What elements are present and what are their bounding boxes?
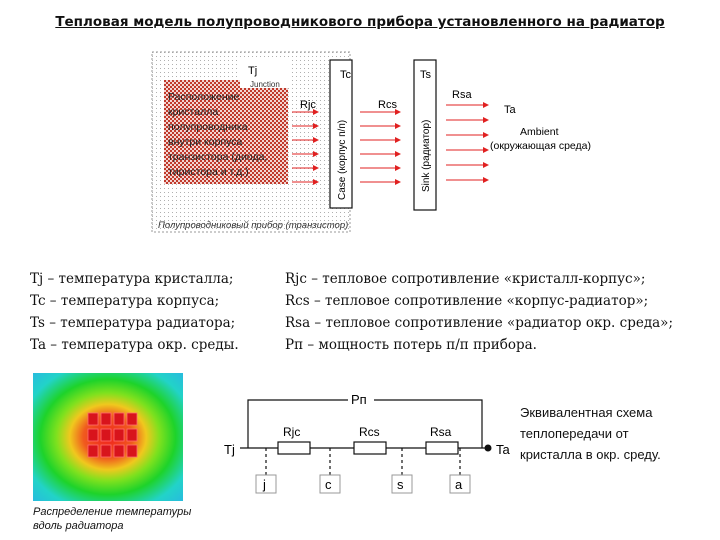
resistor-rjc [278, 442, 310, 454]
equivalent-circuit-caption: Эквивалентная схема теплопередачи от кристалла в окр. среду. [520, 405, 661, 462]
circuit-rsa-label: Rsa [430, 425, 452, 439]
page-title: Тепловая модель полупроводникового прибора установленного на радиатор [55, 14, 665, 30]
circuit-ta-label: Ta [496, 442, 510, 457]
circuit-tj-label: Tj [224, 442, 235, 457]
resistor-rcs [354, 442, 386, 454]
svg-text:транзистора (диода,: транзистора (диода, [168, 151, 268, 163]
legend-rsa: Rsa – тепловое сопротивление «радиатор окр. среда»; [285, 315, 673, 331]
svg-text:внутри корпуса: внутри корпуса [168, 136, 243, 148]
svg-text:кристалла: кристалла [168, 106, 219, 118]
circuit-rjc-label: Rjc [283, 425, 301, 439]
tc-label: Tc [340, 69, 351, 81]
node-c-label: c [325, 477, 332, 492]
legend-resistances [285, 268, 673, 356]
heatmap-image [33, 373, 183, 501]
rsa-label: Rsa [452, 89, 472, 101]
svg-text:тиристора и т.д.): тиристора и т.д.) [168, 166, 249, 178]
node-j-box [256, 475, 276, 493]
circuit-rcs-label: Rcs [359, 425, 380, 439]
circuit-pn-label: Pп [351, 392, 367, 407]
terminal-ta [485, 445, 492, 452]
heatmap-caption: Распределение температуры вдоль радиатора [33, 506, 192, 532]
ts-label: Ts [420, 69, 431, 81]
device-label: Полупроводниковый прибор (транзистор) [158, 220, 349, 231]
svg-text:Расположение: Расположение [168, 91, 240, 103]
legend-temperatures [30, 268, 239, 356]
legend-ts: Ts – температура радиатора; [30, 315, 236, 331]
node-a-label: a [455, 477, 463, 492]
thermal-model-diagram [0, 0, 720, 260]
junction-label: Junction [250, 80, 280, 89]
ambient-sub-label: (окружающая среда) [490, 140, 592, 152]
legend-pn: Pп – мощность потерь п/п прибора. [285, 337, 537, 353]
legend-tc: Tc – температура корпуса; [30, 293, 220, 309]
legend-tj: Tj – температура кристалла; [30, 271, 234, 287]
arrows-sink-ambient [446, 105, 488, 180]
ta-label: Ta [504, 104, 516, 116]
legend-rcs: Rcs – тепловое сопротивление «корпус-радиатор»; [285, 293, 649, 309]
rjc-label: Rjc [300, 99, 316, 111]
tj-label: Tj [248, 65, 258, 77]
legend-rjc: Rjc – тепловое сопротивление «кристалл-корпус»; [285, 271, 646, 287]
svg-text:полупроводника: полупроводника [168, 121, 248, 133]
node-j-label: j [263, 477, 266, 492]
equivalent-circuit [220, 380, 520, 495]
arrows-case-sink [360, 112, 400, 182]
resistor-rsa [426, 442, 458, 454]
ambient-label: Ambient [520, 126, 559, 138]
case-label: Case (корпус п/п) [337, 119, 348, 200]
rcs-label: Rcs [378, 99, 397, 111]
node-s-label: s [397, 477, 404, 492]
legend-ta: Ta – температура окр. среды. [30, 337, 239, 353]
sink-label: Sink (радиатор) [421, 119, 432, 192]
